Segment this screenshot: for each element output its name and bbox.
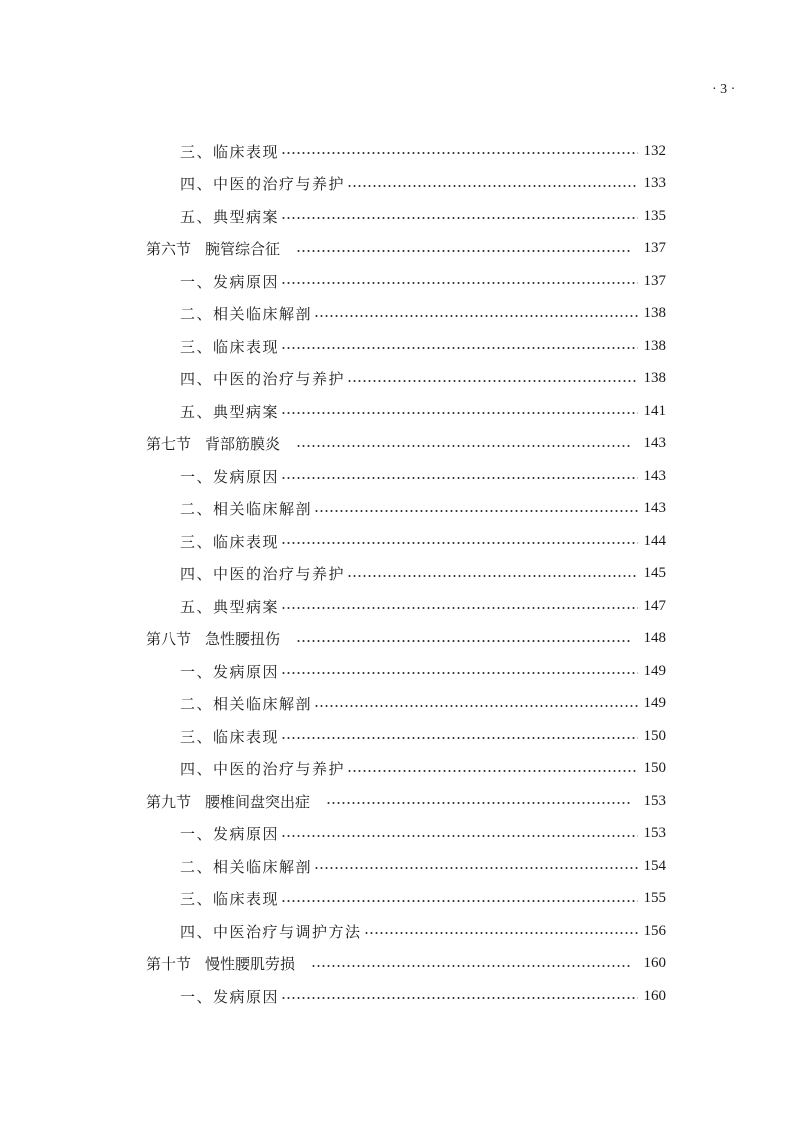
toc-item-row	[180, 334, 666, 358]
dot-leader	[281, 997, 638, 999]
toc-item-label: 五、典型病案	[180, 207, 280, 226]
toc-item-row	[180, 757, 666, 781]
toc-section-number: 第七节	[146, 435, 192, 453]
toc-section-number: 第六节	[146, 240, 192, 258]
toc-item-row	[180, 302, 666, 326]
dot-leader	[311, 965, 630, 967]
dot-leader	[347, 770, 638, 772]
toc-page-number: 143	[643, 435, 666, 451]
toc-item-label: 二、相关临床解剖	[180, 305, 313, 323]
toc-item-row	[180, 659, 666, 683]
dot-leader	[281, 900, 638, 902]
toc-item-row	[180, 399, 666, 423]
toc-page-number: 148	[643, 630, 666, 646]
toc-page-number: 137	[643, 240, 666, 256]
toc-item-label: 二、相关临床解剖	[180, 500, 313, 518]
toc-item-label: 四、中医治疗与调护方法	[180, 922, 362, 941]
toc-item-row	[180, 172, 666, 196]
toc-page-number: 160	[643, 987, 666, 1004]
toc-section-row	[146, 627, 666, 651]
dot-leader	[364, 932, 638, 934]
toc-item-row	[180, 594, 666, 618]
toc-item-label: 三、临床表现	[180, 337, 280, 356]
dot-leader	[281, 542, 638, 544]
toc-section-number: 第八节	[146, 630, 192, 648]
toc-section-row	[146, 952, 666, 976]
toc-page-number: 137	[643, 272, 666, 289]
toc-page-number: 145	[643, 565, 666, 581]
toc-item-label: 一、发病原因	[180, 987, 280, 1006]
toc-page-number: 147	[643, 597, 666, 614]
toc-page-number: 143	[643, 500, 666, 516]
toc-item-label: 四、中医的治疗与养护	[180, 370, 346, 388]
page-number: · 3 ·	[712, 82, 736, 97]
toc-section-title: 急性腰扭伤	[205, 630, 281, 648]
toc-section-row	[146, 789, 666, 813]
dot-leader	[281, 737, 638, 739]
toc-page-number: 141	[643, 402, 666, 419]
toc-item-label: 一、发病原因	[180, 272, 280, 291]
toc-item-label: 四、中医的治疗与养护	[180, 175, 346, 193]
toc-page-number: 143	[643, 467, 666, 484]
toc-section-title: 腰椎间盘突出症	[205, 792, 311, 811]
toc-section-title: 背部筋膜炎	[205, 435, 281, 453]
toc-page-number: 150	[643, 727, 666, 744]
toc-item-label: 三、临床表现	[180, 727, 280, 746]
toc-page-number: 154	[643, 857, 666, 874]
toc-section-title: 腕管综合征	[205, 240, 281, 258]
toc-page-number: 150	[643, 760, 666, 776]
toc-item-label: 四、中医的治疗与养护	[180, 565, 346, 583]
dot-leader	[296, 445, 630, 447]
toc-section-row	[146, 432, 666, 456]
toc-page-number: 160	[643, 955, 666, 971]
toc-item-row	[180, 692, 666, 716]
dot-leader	[326, 802, 630, 804]
toc-item-label: 一、发病原因	[180, 825, 280, 843]
toc-page-number: 149	[643, 662, 666, 679]
dot-leader	[296, 640, 630, 642]
dot-leader	[314, 867, 638, 869]
dot-leader	[314, 510, 638, 512]
toc-item-row	[180, 724, 666, 748]
toc-item-row	[180, 529, 666, 553]
toc-page-number: 138	[643, 370, 666, 386]
dot-leader	[281, 152, 638, 154]
dot-leader	[314, 315, 638, 317]
dot-leader	[347, 575, 638, 577]
toc-item-label: 三、临床表现	[180, 890, 280, 908]
toc-page-number: 144	[643, 532, 666, 549]
toc-page-number: 153	[643, 792, 666, 809]
dot-leader	[347, 380, 638, 382]
toc-item-label: 二、相关临床解剖	[180, 857, 313, 876]
toc-page-number: 135	[643, 207, 666, 224]
toc-section-number: 第九节	[146, 792, 192, 811]
dot-leader	[281, 282, 638, 284]
toc-page-number: 153	[643, 825, 666, 841]
toc-page-number: 133	[643, 175, 666, 191]
toc-item-row	[180, 887, 666, 911]
toc-item-label: 四、中医的治疗与养护	[180, 760, 346, 778]
dot-leader	[347, 185, 638, 187]
toc-item-row	[180, 919, 666, 943]
dot-leader	[296, 250, 630, 252]
toc-page-number: 149	[643, 695, 666, 711]
toc-item-row	[180, 497, 666, 521]
toc-section-row	[146, 237, 666, 261]
toc-section-number: 第十节	[146, 955, 192, 973]
toc-item-label: 三、临床表现	[180, 532, 280, 551]
toc-item-label: 三、临床表现	[180, 142, 280, 161]
toc-item-label: 五、典型病案	[180, 402, 280, 421]
toc-item-row	[180, 984, 666, 1008]
toc-item-row	[180, 269, 666, 293]
dot-leader	[281, 347, 638, 349]
toc-item-row	[180, 204, 666, 228]
dot-leader	[281, 412, 638, 414]
toc-page-number: 156	[643, 922, 666, 939]
dot-leader	[281, 217, 638, 219]
toc-page-number: 132	[643, 142, 666, 159]
toc-item-row	[180, 464, 666, 488]
dot-leader	[281, 477, 638, 479]
toc-item-label: 五、典型病案	[180, 597, 280, 616]
dot-leader	[314, 705, 638, 707]
dot-leader	[281, 835, 638, 837]
toc-item-label: 一、发病原因	[180, 662, 280, 681]
toc-item-row	[180, 822, 666, 846]
toc-item-row	[180, 562, 666, 586]
toc-item-row	[180, 367, 666, 391]
toc-item-row	[180, 854, 666, 878]
dot-leader	[281, 607, 638, 609]
toc-section-title: 慢性腰肌劳损	[205, 955, 296, 973]
dot-leader	[281, 672, 638, 674]
toc-page-number: 155	[643, 890, 666, 906]
toc-item-row	[180, 139, 666, 163]
toc-page-number: 138	[643, 337, 666, 354]
toc-page-number: 138	[643, 305, 666, 321]
toc-item-label: 一、发病原因	[180, 467, 280, 486]
toc-item-label: 二、相关临床解剖	[180, 695, 313, 713]
